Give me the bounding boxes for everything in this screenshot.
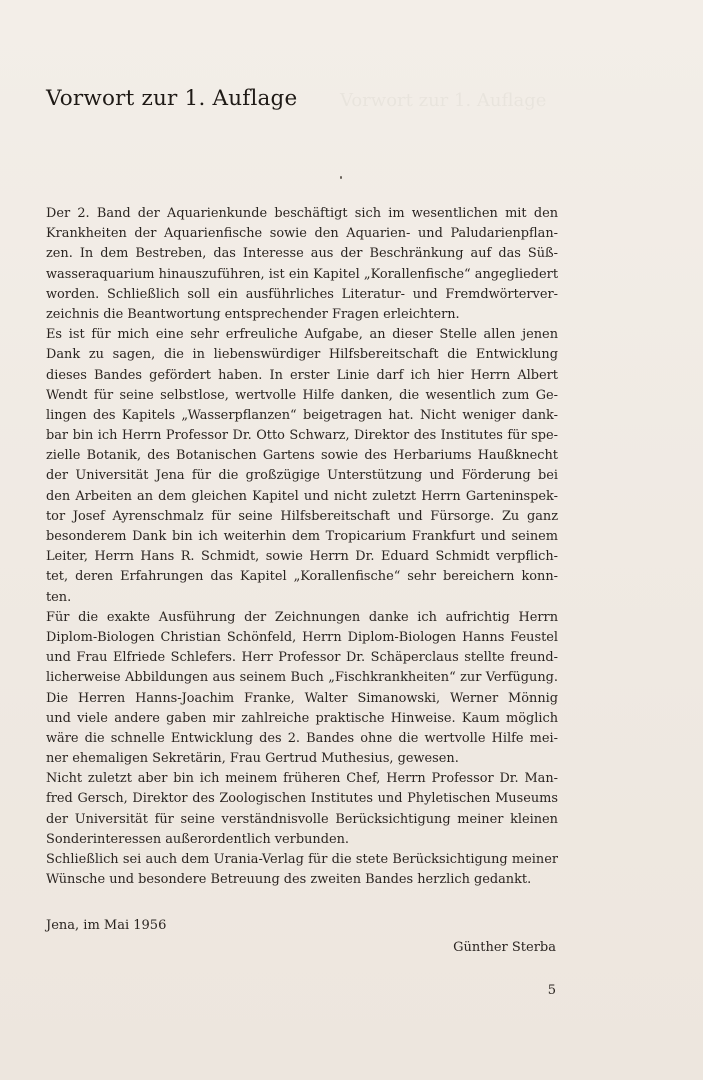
- text-line: tor Josef Ayrenschmalz für seine Hilfsbereitschaft und Fürsorge. Zu ganz: [46, 508, 558, 524]
- text-line: zen. In dem Bestreben, das Interesse aus der Beschränkung auf das Süß-: [46, 246, 558, 262]
- place-date: Jena, im Mai 1956: [46, 918, 167, 933]
- text-line: ner ehemaligen Sekretärin, Frau Gertrud Muthesius, gewesen.: [46, 751, 459, 767]
- text-line: der Universität Jena für die großzügige Unterstützung und Förderung bei: [46, 468, 558, 484]
- text-line: Der 2. Band der Aquarienkunde beschäftigt sich im wesentlichen mit den: [46, 206, 558, 221]
- text-line: und Frau Elfriede Schlefers. Herr Professor Dr. Schäperclaus stellte freund-: [46, 650, 558, 666]
- text-line: bar bin ich Herrn Professor Dr. Otto Schwarz, Direktor des Institutes für spe-: [46, 428, 558, 444]
- text-line: der Universität für seine verständnisvolle Berücksichtigung meiner kleinen: [46, 811, 558, 827]
- text-line: und viele andere gaben mir zahlreiche praktische Hinweise. Kaum möglich: [46, 710, 558, 726]
- page-title: Vorwort zur 1. Auflage: [46, 86, 298, 111]
- text-line: Wünsche und besondere Betreuung des zweiten Bandes herzlich gedankt.: [46, 872, 532, 888]
- page-number: 5: [547, 983, 556, 998]
- text-line: Nicht zuletzt aber bin ich meinem früheren Chef, Herrn Professor Dr. Man-: [46, 771, 558, 787]
- text-line: tet, deren Erfahrungen das Kapitel „Korallenfische“ sehr bereichern konn-: [46, 569, 558, 585]
- text-line: dieses Bandes gefördert haben. In erster Linie darf ich hier Herrn Albert: [46, 367, 558, 383]
- text-line: Es ist für mich eine sehr erfreuliche Aufgabe, an dieser Stelle allen jenen: [46, 327, 558, 343]
- paper-speck: [340, 176, 342, 179]
- text-line: wäre die schnelle Entwicklung des 2. Bandes ohne die wertvolle Hilfe mei-: [46, 730, 558, 746]
- preface-body: [46, 204, 558, 890]
- text-line: zielle Botanik, des Botanischen Gartens sowie des Herbariums Haußknecht: [46, 448, 558, 464]
- text-line: ten.: [46, 589, 72, 605]
- text-line: Die Herren Hanns-Joachim Franke, Walter Simanowski, Werner Mönnig: [46, 690, 558, 706]
- text-line: Sonderinteressen außerordentlich verbunden.: [46, 831, 349, 847]
- text-line: lingen des Kapitels „Wasserpflanzen“ beigetragen hat. Nicht weniger dank-: [46, 407, 558, 423]
- text-line: wasseraquarium hinauszuführen, ist ein Kapitel „Korallenfische“ angegliedert: [46, 266, 558, 282]
- text-line: fred Gersch, Direktor des Zoologischen Institutes und Phyletischen Museums: [46, 791, 558, 807]
- text-line: worden. Schließlich soll ein ausführliches Literatur- und Fremdwörterver-: [46, 286, 558, 302]
- text-line: Krankheiten der Aquarienfische sowie den Aquarien- und Paludarienpflan-: [46, 226, 558, 242]
- text-line: Leiter, Herrn Hans R. Schmidt, sowie Herrn Dr. Eduard Schmidt verpflich-: [46, 549, 558, 565]
- author-signature: Günther Sterba: [453, 940, 556, 955]
- text-line: Schließlich sei auch dem Urania-Verlag für die stete Berücksichtigung meiner: [46, 852, 558, 867]
- text-line: licherweise Abbildungen aus seinem Buch „Fischkrankheiten“ zur Verfügung.: [46, 670, 558, 686]
- text-line: den Arbeiten an dem gleichen Kapitel und nicht zuletzt Herrn Garteninspek-: [46, 488, 558, 504]
- text-line: Für die exakte Ausführung der Zeichnungen danke ich aufrichtig Herrn: [46, 609, 558, 625]
- bleed-through-text: Vorwort zur 1. Auflage: [340, 90, 547, 111]
- text-line: Wendt für seine selbstlose, wertvolle Hilfe danken, die wesentlich zum Ge-: [46, 387, 558, 403]
- text-line: besonderem Dank bin ich weiterhin dem Tropicarium Frankfurt und seinem: [46, 529, 558, 544]
- text-line: Diplom-Biologen Christian Schönfeld, Herrn Diplom-Biologen Hanns Feustel: [46, 629, 558, 645]
- text-line: Dank zu sagen, die in liebenswürdiger Hilfsbereitschaft die Entwicklung: [46, 347, 558, 363]
- text-line: zeichnis die Beantwortung entsprechender Fragen erleichtern.: [46, 306, 460, 322]
